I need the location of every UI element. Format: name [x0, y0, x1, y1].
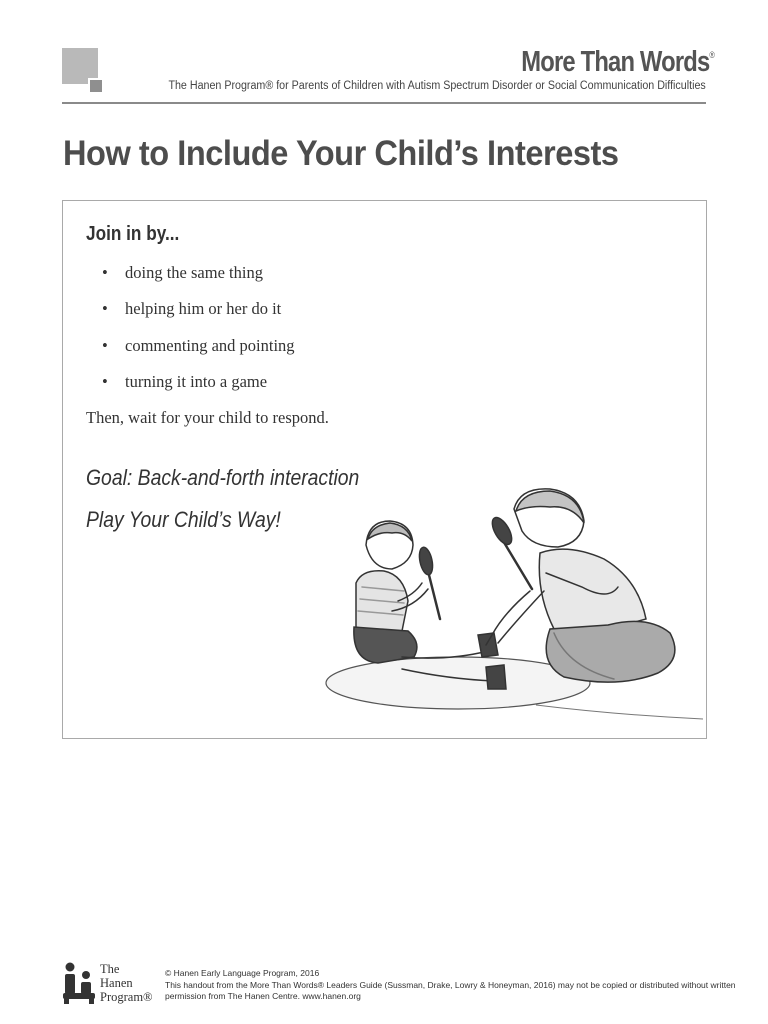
- bullet-icon: •: [102, 299, 108, 319]
- usage-notice-line: This handout from the More Than Words® Leaders Guide (Sussman, Drake, Lowry & Honeyman, 2016) may not be copied or distributed without written: [165, 979, 736, 990]
- play-statement: Play Your Child’s Way!: [86, 507, 281, 532]
- list-item: [102, 336, 295, 372]
- page-title: How to Include Your Child’s Interests: [63, 134, 619, 173]
- list-item-text: turning it into a game: [125, 371, 268, 391]
- list-item: [102, 372, 295, 408]
- usage-notice-line: permission from The Hanen Centre. www.hanen.org: [165, 991, 361, 1001]
- bullet-icon: •: [102, 371, 108, 391]
- list-item-text: doing the same thing: [125, 263, 263, 282]
- header-logo-squares: [62, 48, 104, 94]
- join-in-heading: Join in by...: [86, 223, 180, 245]
- header-divider: [62, 102, 706, 104]
- list-item-text: commenting and pointing: [125, 335, 295, 355]
- hanen-footer-logo: [62, 962, 160, 1008]
- bullet-icon: •: [102, 335, 108, 355]
- content-box: [62, 200, 707, 739]
- hanen-wordmark: [100, 962, 153, 1004]
- hanen-figures-icon: [62, 962, 96, 1004]
- wordmark-line: The: [100, 962, 120, 976]
- copyright-text: © Hanen Early Language Program, 2016: [165, 968, 320, 978]
- wait-instruction: Then, wait for your child to respond.: [86, 408, 329, 427]
- program-tagline: The Hanen Program® for Parents of Children with Autism Spectrum Disorder or Social Communication Difficulties: [168, 80, 706, 92]
- wordmark-line: Hanen: [100, 976, 133, 990]
- footer-notice: [165, 968, 736, 1003]
- brand-registered-mark: ®: [709, 50, 714, 60]
- join-in-list: [102, 263, 295, 408]
- bullet-icon: •: [102, 263, 108, 282]
- list-item: [102, 263, 295, 299]
- goal-statement: Goal: Back-and-forth interaction: [86, 465, 360, 490]
- brand-title: [521, 46, 714, 79]
- parent-child-illustration: [318, 483, 705, 737]
- logo-square-small: [88, 78, 104, 94]
- wordmark-line: Program®: [100, 990, 153, 1004]
- list-item: [102, 299, 295, 335]
- list-item-text: helping him or her do it: [125, 299, 282, 319]
- brand-name: More Than Words: [521, 46, 710, 78]
